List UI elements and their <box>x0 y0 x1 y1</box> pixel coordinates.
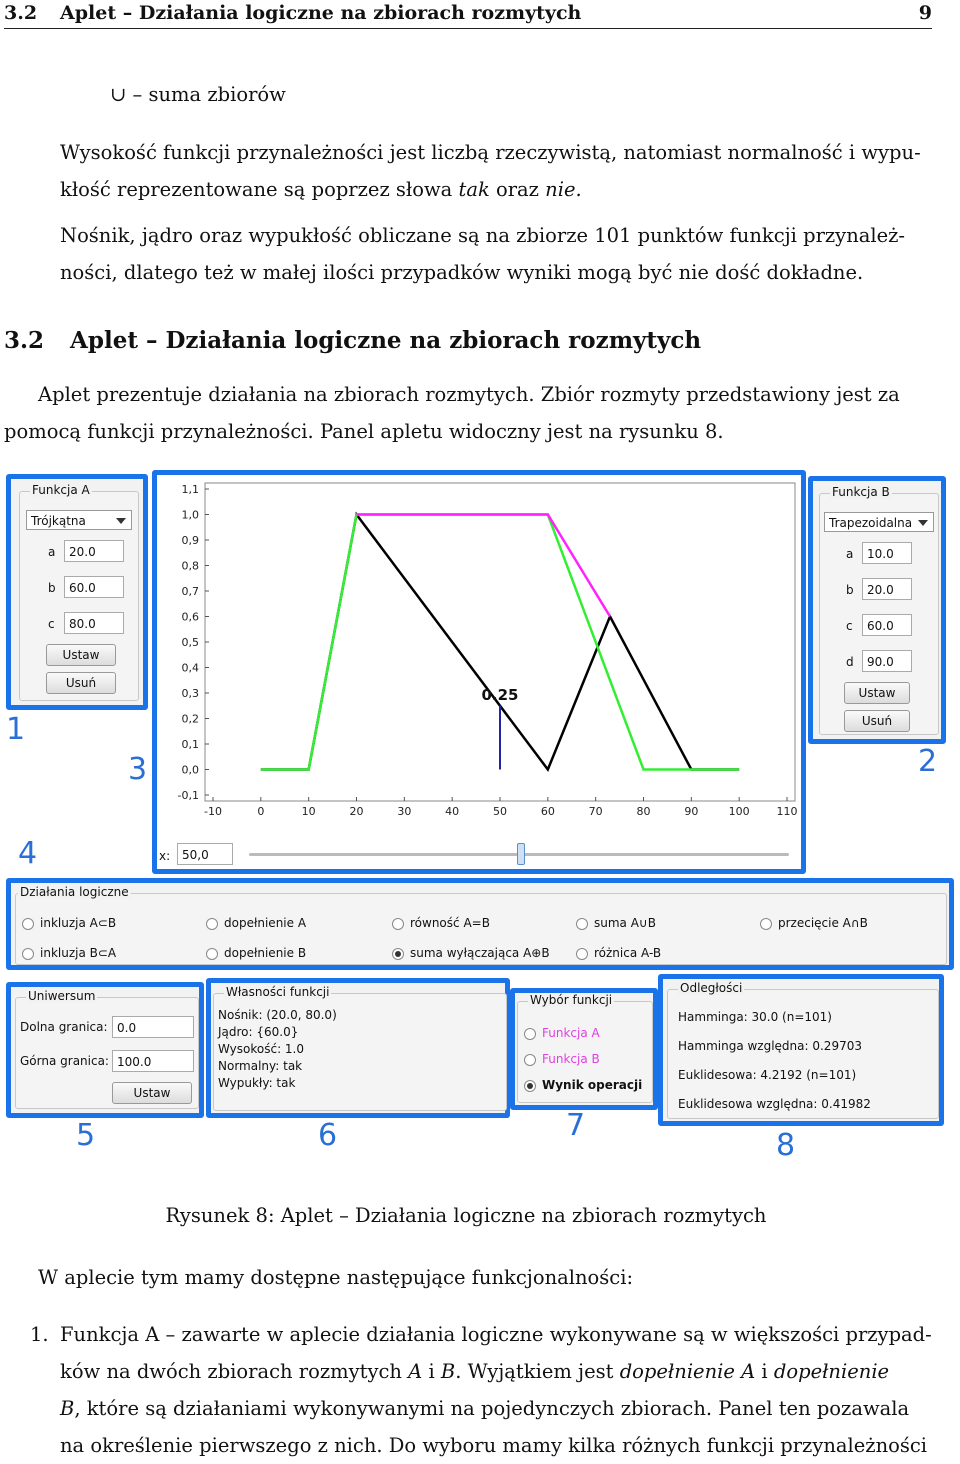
y-tick-label: 0,9 <box>181 534 199 547</box>
panel-logic-operations <box>6 878 954 970</box>
marker-3: 3 <box>128 752 148 787</box>
panel-chart <box>152 470 806 874</box>
chevron-down-icon <box>918 520 928 526</box>
para2-line2: ności, dlatego też w małej ilości przypadków wyniki mogą być nie dość dokładne. <box>60 261 864 284</box>
x-label: x: <box>159 849 171 863</box>
item-text-a: ków na dwóch zbiorach rozmytych <box>60 1360 409 1383</box>
param-a-input[interactable]: 20.0 <box>64 540 124 562</box>
function-b-type-select[interactable] <box>824 512 934 532</box>
panel-function-b <box>808 476 946 744</box>
property-support: Nośnik: (20.0, 80.0) <box>218 1008 337 1022</box>
x-tick-label: 10 <box>301 805 316 815</box>
radio-difference[interactable] <box>576 948 588 960</box>
radio-show-a[interactable] <box>524 1028 536 1040</box>
x-tick-label: 0 <box>257 805 265 815</box>
y-tick-label: 0,3 <box>181 687 199 700</box>
option-difference-label: różnica A-B <box>594 946 662 960</box>
item-line2 <box>60 1353 940 1390</box>
radio-complement-b[interactable] <box>206 948 218 960</box>
function-a-type-value: Trójkątna <box>31 514 86 528</box>
function-a-group <box>19 483 139 701</box>
x-tick-label: 40 <box>445 805 460 815</box>
x-tick-label: 90 <box>684 805 699 815</box>
y-tick-label: 0,2 <box>181 712 199 726</box>
show-result-label: Wynik operacji <box>542 1078 643 1092</box>
item-line3 <box>60 1390 940 1427</box>
universe-set-button[interactable]: Ustaw <box>112 1082 192 1104</box>
upper-bound-input[interactable]: 100.0 <box>112 1050 194 1072</box>
section-paragraph <box>4 376 934 450</box>
distances-group <box>667 981 939 1119</box>
y-tick-label: -0,1 <box>177 789 199 802</box>
x-tick-label: 70 <box>588 805 603 815</box>
set-b-2: B <box>60 1397 75 1420</box>
radio-complement-a[interactable] <box>206 918 218 930</box>
marker-6: 6 <box>318 1118 338 1153</box>
param-b-input[interactable]: 20.0 <box>862 578 912 600</box>
option-complement-a-label: dopełnienie A <box>224 916 307 930</box>
param-c-input[interactable]: 60.0 <box>862 614 912 636</box>
page-number: 9 <box>918 2 932 24</box>
distance-hamming-relative: Hamminga względna: 0.29703 <box>678 1039 862 1053</box>
radio-equality[interactable] <box>392 918 404 930</box>
para2-line1: Nośnik, jądro oraz wypukłość obliczane są na zbiorze 101 punktów funkcji przynależ- <box>60 224 906 247</box>
list-number: 1. <box>30 1323 49 1346</box>
item-line3-text: , które są działaniami wykonywanymi na pojedynczych zbiorach. Panel ten pozawala <box>74 1397 910 1420</box>
x-tick-label: 50 <box>493 805 507 815</box>
figure-caption: Rysunek 8: Aplet – Działania logiczne na zbiorach rozmytych <box>165 1204 767 1227</box>
y-tick-label: 0,6 <box>181 610 199 624</box>
radio-show-result[interactable] <box>524 1080 536 1092</box>
marker-8: 8 <box>776 1128 796 1163</box>
radio-show-b[interactable] <box>524 1054 536 1066</box>
param-b-label: b <box>846 583 854 597</box>
panel-distances <box>658 974 944 1126</box>
param-b-label: b <box>48 581 56 595</box>
header-section-number: 3.2 <box>4 2 38 24</box>
function-a-set-button[interactable]: Ustaw <box>46 644 116 666</box>
para1-mid: oraz <box>489 178 546 201</box>
running-header <box>4 0 932 29</box>
option-inclusion-ba-label: inkluzja B⊂A <box>40 946 117 960</box>
features-intro: W aplecie tym mamy dostępne następujące funkcjonalności: <box>38 1266 634 1289</box>
distance-hamming: Hamminga: 30.0 (n=101) <box>678 1010 832 1024</box>
union-symbol: ∪ <box>110 83 127 106</box>
x-tick-label: 80 <box>636 805 651 815</box>
properties-title: Własności funkcji <box>226 985 330 999</box>
lower-bound-input[interactable]: 0.0 <box>112 1016 194 1038</box>
y-tick-label: 0,5 <box>181 636 199 649</box>
item-line4: na określenie pierwszego z nich. Do wyboru mamy kilka różnych funkcji przynależności <box>60 1434 928 1457</box>
radio-intersection[interactable] <box>760 918 772 930</box>
x-tick-label: -10 <box>204 805 222 815</box>
union-line <box>110 76 286 113</box>
marker-4: 4 <box>18 836 38 871</box>
function-b-set-button[interactable]: Ustaw <box>844 682 910 704</box>
logic-title: Działania logiczne <box>20 885 129 899</box>
property-height: Wysokość: 1.0 <box>218 1042 305 1056</box>
function-a-remove-button[interactable]: Usuń <box>46 672 116 694</box>
function-a-type-select[interactable] <box>26 510 132 530</box>
set-b: B <box>440 1360 456 1383</box>
radio-inclusion-ab[interactable] <box>22 918 34 930</box>
item-text-c: i <box>755 1360 774 1383</box>
para2 <box>60 217 940 291</box>
chevron-down-icon <box>116 518 126 524</box>
property-core: Jądro: {60.0} <box>218 1025 299 1039</box>
logic-group <box>15 885 947 965</box>
marker-7: 7 <box>566 1108 586 1143</box>
show-a-label: Funkcja A <box>542 1026 600 1040</box>
x-tick-label: 100 <box>728 805 750 815</box>
complement-word: dopełnienie <box>773 1360 890 1383</box>
marker-5: 5 <box>76 1118 96 1153</box>
para1-text: kłość reprezentowane są poprzez słowa <box>60 178 459 201</box>
choice-title: Wybór funkcji <box>530 993 613 1007</box>
word-nie: nie. <box>545 178 582 201</box>
option-union-label: suma A∪B <box>594 916 656 930</box>
panel-function-choice <box>510 988 658 1110</box>
marker-1: 1 <box>6 712 26 747</box>
properties-group <box>213 985 507 1111</box>
item-text-b: . Wyjątkiem jest <box>455 1360 620 1383</box>
list-item-1 <box>60 1316 940 1464</box>
set-a: A <box>408 1360 423 1383</box>
panel-universe <box>6 982 204 1118</box>
section-title: Aplet – Działania logiczne na zbiorach rozmytych <box>70 327 702 354</box>
header-title: Aplet – Działania logiczne na zbiorach rozmytych <box>60 2 582 24</box>
param-c-label: c <box>48 617 55 631</box>
y-tick-label: 0,0 <box>181 763 199 777</box>
function-a-title: Funkcja A <box>32 483 90 497</box>
function-b-remove-button[interactable]: Usuń <box>844 710 910 732</box>
param-c-input[interactable]: 80.0 <box>64 612 124 634</box>
y-tick-label: 1,1 <box>181 483 199 496</box>
param-d-input[interactable]: 90.0 <box>862 650 912 672</box>
section-heading <box>4 327 701 354</box>
property-normal: Normalny: tak <box>218 1059 303 1073</box>
radio-union[interactable] <box>576 918 588 930</box>
option-inclusion-ab-label: inkluzja A⊂B <box>40 916 117 930</box>
function-b-type-value: Trapezoidalna <box>829 516 913 530</box>
y-tick-label: 0,7 <box>181 585 199 598</box>
item-line1: Funkcja A – zawarte w aplecie działania logiczne wykonywane są w większości przypad- <box>60 1323 932 1346</box>
param-d-label: d <box>846 655 854 669</box>
section-line1: Aplet prezentuje działania na zbiorach rozmytych. Zbiór rozmyty przedstawiony jest za <box>38 383 900 406</box>
x-tick-label: 30 <box>397 805 412 815</box>
para1-line2 <box>60 171 940 208</box>
universe-title: Uniwersum <box>28 989 96 1003</box>
show-b-label: Funkcja B <box>542 1052 600 1066</box>
para1-line1: Wysokość funkcji przynależności jest liczbą rzeczywistą, natomiast normalność i wypu- <box>60 141 921 164</box>
option-equality-label: równość A=B <box>410 916 490 930</box>
para1 <box>60 134 940 208</box>
complement-a: dopełnienie A <box>619 1360 756 1383</box>
function-b-group <box>819 485 939 735</box>
x-input[interactable]: 50,0 <box>177 843 233 865</box>
cursor-value-label: 0.25 <box>481 685 519 704</box>
function-b-title: Funkcja B <box>832 485 890 499</box>
distance-euclidean-relative: Euklidesowa względna: 0.41982 <box>678 1097 871 1111</box>
param-a-label: a <box>846 547 854 561</box>
section-line2: pomocą funkcji przynależności. Panel apletu widoczny jest na rysunku 8. <box>4 420 724 443</box>
radio-exclusive-sum[interactable] <box>392 948 404 960</box>
y-tick-label: 0,4 <box>181 661 199 675</box>
distances-title: Odległości <box>680 981 743 995</box>
property-convex: Wypukły: tak <box>218 1076 296 1090</box>
distance-euclidean: Euklidesowa: 4.2192 (n=101) <box>678 1068 857 1082</box>
lower-bound-label: Dolna granica: <box>20 1020 108 1034</box>
applet-figure <box>0 468 960 1168</box>
x-slider-handle[interactable] <box>517 843 525 865</box>
y-tick-label: 0,8 <box>181 559 199 573</box>
option-exclusive-sum-label: suma wyłączająca A⊕B <box>410 946 550 960</box>
universe-group <box>15 989 199 1109</box>
panel-function-properties <box>206 978 510 1118</box>
option-complement-b-label: dopełnienie B <box>224 946 307 960</box>
upper-bound-label: Górna granica: <box>20 1054 109 1068</box>
union-text: – suma zbiorów <box>132 83 286 106</box>
choice-group <box>517 993 653 1103</box>
y-tick-label: 1,0 <box>181 508 199 522</box>
panel-function-a <box>6 474 148 710</box>
item-i: i <box>422 1360 441 1383</box>
word-tak: tak <box>458 178 490 201</box>
x-tick-label: 60 <box>540 805 555 815</box>
x-tick-label: 20 <box>349 805 364 815</box>
x-tick-label: 110 <box>776 805 798 815</box>
option-intersection-label: przecięcie A∩B <box>778 916 868 930</box>
param-c-label: c <box>846 619 853 633</box>
param-b-input[interactable]: 60.0 <box>64 576 124 598</box>
param-a-input[interactable]: 10.0 <box>862 542 912 564</box>
section-number: 3.2 <box>4 327 45 354</box>
radio-inclusion-ba[interactable] <box>22 948 34 960</box>
membership-chart <box>157 475 801 815</box>
param-a-label: a <box>48 545 56 559</box>
y-tick-label: 0,1 <box>181 738 199 751</box>
marker-2: 2 <box>918 744 938 779</box>
